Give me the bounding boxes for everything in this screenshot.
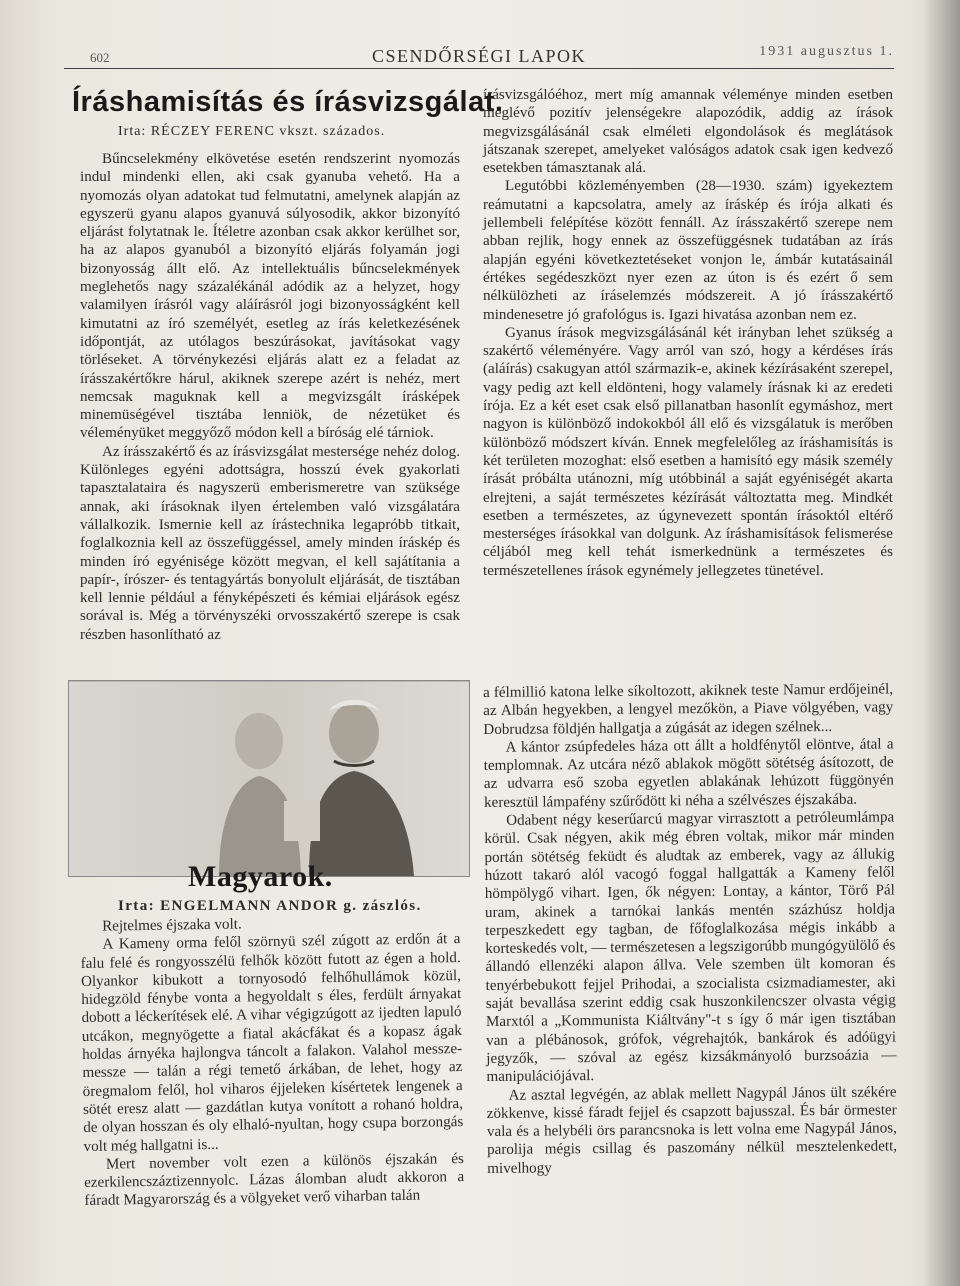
paragraph: Legutóbbi közleményemben (28—1930. szám) igyekeztem reámutatni a kapcsolatra, amely az íráskép és írója alkati és jellembeli felépítése között fennáll. Az írásszakértő szerepe nem abban rejlik, hogy ennek az összefüggésnek tudatában az írás alapján egyéni következtetéseket vonjon le, ámbár kutatásainál értékes segédeszközt nyer ezen az úton is és ezért ő sem nélkülözheti az íráselemzés módszereit. A jó írásszakértő mindenesetre jó grafológus is. Igazi hivatása azonban nem ez. xyxy=(483,178,893,323)
paragraph: Odabent négy keserűarcú magyar virrasztott a petróleumlámpa körül. Csak négyen, akik még ébren voltak, mikor már minden portán sötétség feküdt és aludtak az emberek, vagy az állukig húzott takaró alól vacogó foggal hallgatták a Kameny felől hömpölygő vihart. Igen, ők négyen: Lontay, a kántor, Törő Pál uram, akinek a tarnókai lankás mentén százhúsz holdja terpeszkedett egy tagban, de főfoglalkozása mégis inkább a korteskedés volt, — természetesen a legszigorúbb mungógyülölő és állandó ellenzéki alapon állva. Vele szemben ült komoran és tenyérbebukott fejjel Prihodai, a szocialista csizmadiamester, aki saját bevallása szerint eddig csak huszonkilencszer olvasta végig Marxtól a „Kommunista Kiáltvány"-t s így ő már igen tisztában van a plébánosok, grófok, végrehajtók, bankárok és adóügyi jegyzők, — szóval az egész kizsákmányoló burzsoázia — manipulációjával. xyxy=(484,809,897,1086)
issue-date: 1931 augusztus 1. xyxy=(759,44,894,59)
article1-column-left xyxy=(80,150,460,644)
journal-title: CSENDŐRSÉGI LAPOK xyxy=(371,46,587,66)
paragraph: Gyanus írások megvizsgálásánál két irányban lehet szükség a szakértő véleményére. Vagy arról van szó, hogy a kérdéses írás (aláírás) csakugyan attól származik-e, akinek kézírásaként szerepel, vagy pedig azt kell eldönteni, hogy valamely írásnak ki az eredeti írója. Ez a két eset csak első pillanatban hasonlít egymáshoz, mert nagyon is különböző indokokból áll elő és vizsgálatuk is merőben különböző módszert kíván. Ennek megfelelőleg az íráshamisítás is két területen mozoghat: első esetben a hamisító egy másik személy írását próbálta utánozni, míg utóbbinál a saját egyéniségét akarta elrejteni, a saját természetes kézírását változtatta meg. Mindkét esetben a természetes, az úgynevezett spontán írásoktól eltérő mesterséges írásokkal van dolgunk. Az íráshamisítások felismerése céljából meg kell tehát ismerkednünk a természetes és természetellenes írások egynémely jellegzetes tünetével. xyxy=(483,324,893,579)
paragraph: Rejtelmes éjszaka volt. xyxy=(102,916,242,935)
page-edge-shadow xyxy=(922,0,960,1286)
page-number: 602 xyxy=(90,50,110,65)
article2-column-right xyxy=(483,680,897,1178)
article2-column-left xyxy=(80,912,465,1211)
paragraph: Bűncselekmény elkövetése esetén rendszerint nyomozás indul mindenki ellen, aki csak gyanuba vehető. Ha a nyomozás olyan adatokat tud felmutatni, amelynek alapján az egyszerü gyanu alapos gyanuvá súlyosodik, akkor bizonyító eljárást folytatnak le. Ítéletre azonban csak akkor kerülhet sor, ha az alapos gyanuból a bizonyító eljárás folyamán jogi bizonyosság állt elő. Az intellektuális bűncselekmények meglehetős nagy százalékánál adódik az a helyzet, hogy valamilyen írásról vagy aláírásról jogi bizonyosságként kell kimutatni az író személyét, esetleg az írás keletkezésének időpontját, az utólagos beszúrásokat, javításokat vagy törléseket. A törvénykezési eljárás alatt ez a feladat az írásszakértőkre hárul, akiknek szerepe azért is nehéz, mert nemcsak maguknak kell a megvizsgált írásképek minemüségével tisztába lenniök, de nézetüket és véleményüket meggyőző módon kell a bíróság elé tárniok. xyxy=(80,151,460,442)
paragraph: Az írásszakértő és az írásvizsgálat mestersége nehéz dolog. Különleges egyéni adottságra, hosszú évek gyakorlati tapasztalataira és nagyszerü emberismeretre van szüksége annak, aki írásoknak ilyen értelemben való vizsgálatára vállalkozik. Ismernie kell az írástechnika legapróbb titkait, foglalkoznia kell az összefüggéssel, amely minden íráskép és minden író egyénisége között megvan, el kell sajátítania a papír-, írószer- és tentagyártás bonyolult eljárását, de tisztában kell lennie például a fényképészeti és kémiai eljárások egész sorával is. Még a törvényszéki orvosszakértő szerepe is csak részben hasonlítható az xyxy=(80,443,460,643)
story-title: Magyarok. xyxy=(188,860,333,893)
illustration-photo xyxy=(68,680,470,877)
header-rule xyxy=(64,68,894,69)
photo-image xyxy=(69,681,469,876)
article-title: Íráshamisítás és írásvizsgálat. xyxy=(72,86,504,118)
article1-column-right xyxy=(483,86,893,580)
paragraph: A Kameny orma felől szörnyü szél zúgott az erdőn át a falu felé és rongyosszélü felhők között futott az égen a hold. Olyankor kibukott a tornyosodó felhőhullámok közül, hidegzöld fénybe vonta a hegyoldalt s éles, ferdült árnyakat dobott a léckerítések elé. A vihar végigzúgott az ijedten lapuló utcákon, megnyögette a fiatal akácfákat és a kopasz ágak holdas árnyéka hajlongva táncolt a falakon. Valahol messze-messze — talán a régi temető árkában, de lehet, hogy az öregmalom felől, hol viharos éjjeleken kísértetek lengenek a sötét eresz alatt — gazdátlan kutya vonított a rohanó holdra, de olyan hosszan és oly elhaló-nyultan, hogy csupa borzongás volt még hallgatni is... xyxy=(80,931,464,1155)
story-byline: Irta: ENGELMANN ANDOR g. zászlós. xyxy=(118,898,422,914)
paragraph: a félmillió katona lelke síkoltozott, akiknek teste Namur erdőjeinél, az Albán hegyekben, a lengyel mezőkön, a Piave völgyében, vagy Dobrudzsa földjén hallgatja a zúgását az idegen szélnek... xyxy=(483,681,894,738)
paragraph: Az asztal legvégén, az ablak mellett Nagypál János ült székére zökkenve, kissé fáradt fejjel és csapzott bajusszal. És bár örmester vala és a helybéli örs parancsnoka is lett volna eme Nagypál János, parolija mégis csillag és paszomány nélkül mesztelenkedett, mivelhogy xyxy=(486,1083,898,1177)
page-header xyxy=(64,42,894,68)
paragraph: Mert november volt ezen a különös éjszakán és ezerkilencszáztizennyolc. Lázas álomban aludt akkoron a fáradt Magyarország és a völgyeket verő viharban talán xyxy=(84,1150,465,1210)
paragraph: írásvizsgálóéhoz, mert míg amannak véleménye minden esetben meglévő pozitív jelenségekre alapozódik, addig az írások megvizsgálásánál csak elméleti elgondolások és meglátások játszanak szerepet, amelyeket valóságos adatok csak igen kedvező esetekben támasztanak alá. xyxy=(483,87,893,177)
paragraph: A kántor zsúpfedeles háza ott állt a holdfénytől elöntve, átal a templomnak. Az utcára néző ablakok mögött sötétség ásítozott, de az udvarra eső szoba egyetlen ablakának lehúzott függönyén keresztül lámpafény szűrődött ki néha a szélvészes éjszakába. xyxy=(483,736,894,811)
article-byline: Irta: RÉCZEY FERENC vkszt. százados. xyxy=(118,124,386,139)
